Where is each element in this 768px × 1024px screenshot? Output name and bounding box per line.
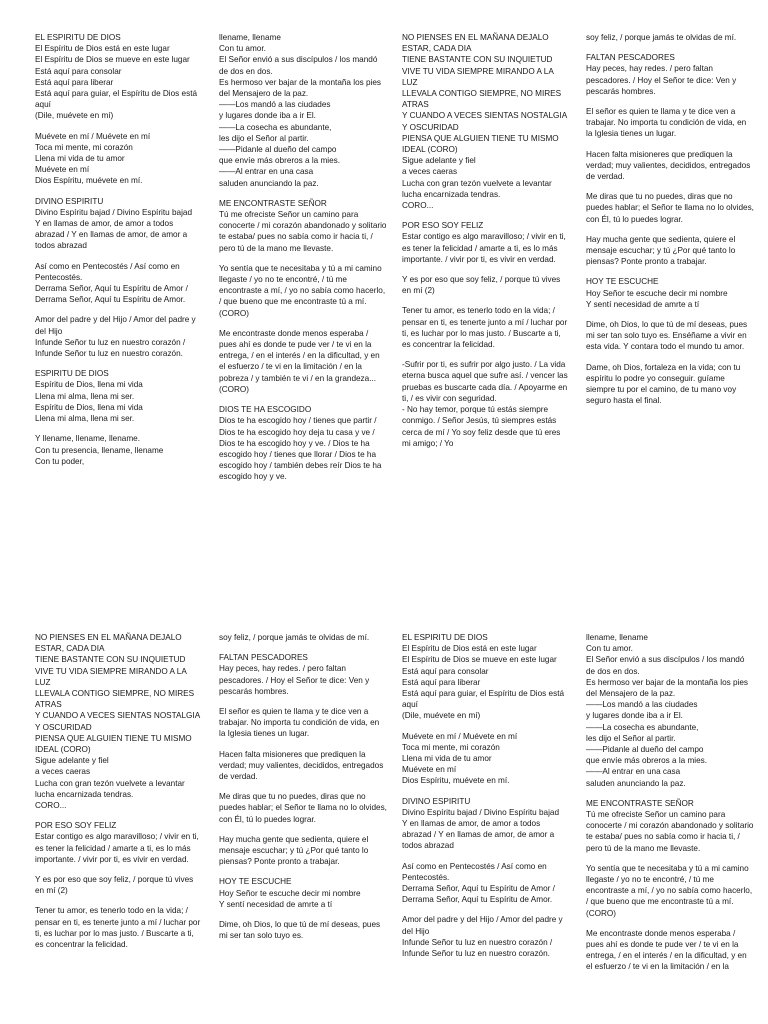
text-block: Hacen falta misioneres que prediquen la verdad; muy valientes, decididos, entregados de verdad. [586, 149, 751, 182]
text-block: Dime, oh Dios, lo que tú de mí deseas, pues mi ser tan solo tuyo es. [219, 920, 381, 941]
text-block: llename, llename Con tu amor. El Señor envió a sus discípulos / los mandó de dos en dos. Es hermoso ver bajar de la montaña los pies del Mensajero de la paz. ——Los mandó a las ciudades y lugares donde iba a ir El. ——La cosecha es abundante, les dijo el Señor al partir. ——Pidanle al dueño del campo que envíe más obreros a la mies. ——Al entrar en una casa saluden anunciando la paz. [586, 633, 749, 788]
column-4 [586, 32, 754, 415]
text-block: EL ESPIRITU DE DIOS El Espíritu de Dios está en este lugar El Espíritu de Dios se mueve en este lugar Está aquí para consolar Está aquí para liberar Está aquí para guiar, el Espíritu de Dios está aquí (Dile, muévete en mí) [402, 633, 565, 721]
text-block: Amor del padre y del Hijo / Amor del padre y del Hijo Infunde Señor tu luz en nuestro corazón / Infunde Señor tu luz en nuestro corazón. [35, 315, 196, 359]
text-block: DIVINO ESPIRITU Divino Espíritu bajad / Divino Espíritu bajad Y en llamas de amor, de amor a todos abrazad / Y en llamas de amor, de amor a todos abrazad [35, 196, 193, 251]
column-2 [219, 632, 387, 950]
text-block: Me diras que tu no puedes, diras que no puedes hablar; el Señor te llama no lo olvides, con Él, tú lo puedes lograr. [586, 192, 754, 224]
text-block: El señor es quien te llama y te dice ven a trabajar. No importa tu condición de vida, en la Iglesia tienes un lugar. [219, 707, 380, 739]
text-block: Me diras que tu no puedes, diras que no puedes hablar; el Señor te llama no lo olvides, con Él, tú lo puedes lograr. [219, 792, 387, 824]
text-block: Así como en Pentecostés / Así como en Pentecostés. Derrama Señor, Aquí tu Espíritu de Amor / Derrama Señor, Aquí tu Espíritu de Amor. [402, 861, 555, 905]
text-block: FALTAN PESCADORES Hay peces, hay redes. / pero faltan pescadores. / Hoy el Señor te dice: Ven y pescarás hombres. [586, 53, 737, 96]
text-block: Así como en Pentecostés / Así como en Pentecostés. Derrama Señor, Aquí tu Espíritu de Amor / Derrama Señor, Aquí tu Espíritu de Amor. [35, 261, 188, 305]
text-block: Tener tu amor, es tenerlo todo en la vida; / pensar en ti, es tenerte junto a mí / luchar por ti, es luchar por lo mas justo. / Buscarte a ti, es concentrar la felicidad. [402, 306, 568, 350]
column-3 [402, 32, 570, 458]
text-block: soy feliz, / porque jamás te olvidas de mí. [219, 633, 370, 642]
text-block: DIVINO ESPIRITU Divino Espíritu bajad / Divino Espíritu bajad Y en llamas de amor, de amor a todos abrazad / Y en llamas de amor, de amor a todos abrazad [402, 796, 560, 851]
text-block: DIOS TE HA ESCOGIDO Dios te ha escogido hoy / tienes que partir / Dios te ha escogido hoy deja tu casa y ve / Dios te ha escogido hoy y ve. / Dios te ha escogido hoy / tienes que llorar / Dios te ha escogido hoy / también debes reír Dios te ha escogido hoy y ve. [219, 405, 382, 482]
text-block: NO PIENSES EN EL MAÑANA DEJALO ESTAR, CADA DIA TIENE BASTANTE CON SU INQUIETUD VIVE TU VIDA SIEMPRE MIRANDO A LA LUZ LLEVALA CONTIGO SIEMPRE, NO MIRES ATRAS Y CUANDO A VECES SIENTAS NOSTALGIA Y OSCURIDAD PIENSA QUE ALGUIEN TIENE TU MISMO IDEAL (CORO) Sigue adelante y fiel a veces caeras Lucha con gran tezón vuelvete a levantar lucha encarnizada tendras. CORO... [35, 633, 200, 811]
column-4 [586, 632, 754, 982]
text-block: Muévete en mí / Muévete en mí Toca mi mente, mi corazón Llena mi vida de tu amor Muévete en mí Dios Espíritu, muévete en mí. [35, 131, 151, 186]
column-1 [35, 632, 203, 959]
document-page-bottom [0, 600, 768, 1024]
text-block: ME ENCONTRASTE SEÑOR Tú me ofreciste Señor un camino para conocerte / mi corazón abandonado y solitario te estaba/ pues no sabía como ir hacia ti, / pero tú de la mano me llevaste. [219, 198, 387, 253]
text-block: Y llename, llename, llename. Con tu presencia, llename, llename Con tu poder, [35, 434, 164, 466]
text-block: Yo sentía que te necesitaba y tú a mi camino llegaste / yo no te encontré, / tú me encontraste a mí, / yo no sabía como hacerlo, / que bueno que me encontraste tú a mí. (CORO) [219, 263, 386, 318]
text-block: Y es por eso que soy feliz, / porque tú vives en mí (2) [402, 275, 561, 296]
text-block: ME ENCONTRASTE SEÑOR Tú me ofreciste Señor un camino para conocerte / mi corazón abandonado y solitario te estaba/ pues no sabía como ir hacia ti, / pero tú de la mano me llevaste. [586, 798, 754, 853]
text-block: Dime, oh Dios, lo que tú de mí deseas, pues mi ser tan solo tuyo es. Enséñame a vivir en esta vida. Y contara todo el mundo tu amor. [586, 320, 748, 352]
text-block: Me encontraste donde menos esperaba / pues ahí es donde te pude ver / te vi en la entrega, / en el interés / en la dificultad, y en el esfuerzo / te vi en la limitación / en la pobreza / y también te vi / en la grandeza... (CORO) [219, 328, 380, 394]
text-block: FALTAN PESCADORES Hay peces, hay redes. / pero faltan pescadores. / Hoy el Señor te dice: Ven y pescarás hombres. [219, 653, 370, 696]
text-block: Me encontraste donde menos esperaba / pues ahí es donde te pude ver / te vi en la entrega, / en el interés / en la dificultad, y en el esfuerzo / te vi en la limitación / en la [586, 928, 747, 972]
text-block: -Sufrir por ti, es sufrir por algo justo. / La vida eterna busca aquel que sufre así. / vencer las pruebas es buscarte cada día. / Apoyarme en ti, / es vivir con seguridad. - No hay temor, porque tú estás siempre conmigo. / Señor Jesús, tú siempres estás cerca de mí / Yo soy feliz desde que tú eres mi amigo; / Yo [402, 360, 568, 448]
text-block: Hacen falta misioneres que prediquen la verdad; muy valientes, decididos, entregados de verdad. [219, 749, 384, 782]
text-block: POR ESO SOY FELIZ Estar contigo es algo maravilloso; / vivir en ti, es tener la felicidad / amarte a ti, es lo más importante. / vivir por ti, es vivir en verdad. [402, 221, 566, 264]
text-block: EL ESPIRITU DE DIOS El Espíritu de Dios está en este lugar El Espíritu de Dios se mueve en este lugar Está aquí para consolar Está aquí para liberar Está aquí para guiar, el Espíritu de Dios está aquí (Dile, muévete en mí) [35, 33, 198, 121]
text-block: POR ESO SOY FELIZ Estar contigo es algo maravilloso; / vivir en ti, es tener la felicidad / amarte a ti, es lo más importante. / vivir por ti, es vivir en verdad. [35, 821, 199, 864]
text-block: Yo sentía que te necesitaba y tú a mi camino llegaste / yo no te encontré, / tú me encontraste a mí, / yo no sabía como hacerlo, / que bueno que me encontraste tú a mí. (CORO) [586, 863, 753, 918]
text-block: Y es por eso que soy feliz, / porque tú vives en mí (2) [35, 875, 194, 896]
text-block: NO PIENSES EN EL MAÑANA DEJALO ESTAR, CADA DIA TIENE BASTANTE CON SU INQUIETUD VIVE TU VIDA SIEMPRE MIRANDO A LA LUZ LLEVALA CONTIGO SIEMPRE, NO MIRES ATRAS Y CUANDO A VECES SIENTAS NOSTALGIA Y OSCURIDAD PIENSA QUE ALGUIEN TIENE TU MISMO IDEAL (CORO) Sigue adelante y fiel a veces caeras Lucha con gran tezón vuelvete a levantar lucha encarnizada tendras. CORO... [402, 33, 567, 211]
text-block: soy feliz, / porque jamás te olvidas de mí. [586, 33, 737, 42]
text-block: HOY TE ESCUCHE Hoy Señor te escuche decir mi nombre Y sentí necesidad de amrte a tí [219, 877, 361, 909]
text-block: El señor es quien te llama y te dice ven a trabajar. No importa tu condición de vida, en la Iglesia tienes un lugar. [586, 107, 747, 139]
text-block: Hay mucha gente que sedienta, quiere el mensaje escuchar; y tú ¿Por qué tanto lo piensas? Ponte pronto a trabajar. [219, 834, 369, 867]
text-block: Hay mucha gente que sedienta, quiere el mensaje escuchar; y tú ¿Por qué tanto lo piensas? Ponte pronto a trabajar. [586, 234, 736, 267]
text-block: Amor del padre y del Hijo / Amor del padre y del Hijo Infunde Señor tu luz en nuestro corazón / Infunde Señor tu luz en nuestro corazón. [402, 915, 563, 959]
text-block: Muévete en mí / Muévete en mí Toca mi mente, mi corazón Llena mi vida de tu amor Muévete en mí Dios Espíritu, muévete en mí. [402, 731, 518, 786]
text-block: llename, llename Con tu amor. El Señor envió a sus discípulos / los mandó de dos en dos. Es hermoso ver bajar de la montaña los pies del Mensajero de la paz. ——Los mandó a las ciudades y lugares donde iba a ir El. ——La cosecha es abundante, les dijo el Señor al partir. ——Pidanle al dueño del campo que envíe más obreros a la mies. ——Al entrar en una casa saluden anunciando la paz. [219, 33, 382, 188]
text-block: Dame, oh Dios, fortaleza en la vida; con tu espíritu lo podre yo conseguir. guíame siempre tu por el camino, de tu mano voy seguro hasta el final. [586, 362, 741, 406]
column-2 [219, 32, 387, 492]
text-block: ESPIRITU DE DIOS Espíritu de Dios, llena mi vida Llena mi alma, llena mi ser. Espíritu de Dios, llena mi vida Llena mi alma, llena mi ser. [35, 369, 143, 424]
text-block: HOY TE ESCUCHE Hoy Señor te escuche decir mi nombre Y sentí necesidad de amrte a tí [586, 277, 728, 309]
column-1 [35, 32, 203, 476]
text-block: Tener tu amor, es tenerlo todo en la vida; / pensar en ti, es tenerte junto a mí / luchar por ti, es luchar por lo mas justo. / Buscarte a ti, es concentrar la felicidad. [35, 906, 201, 950]
column-3 [402, 632, 570, 968]
